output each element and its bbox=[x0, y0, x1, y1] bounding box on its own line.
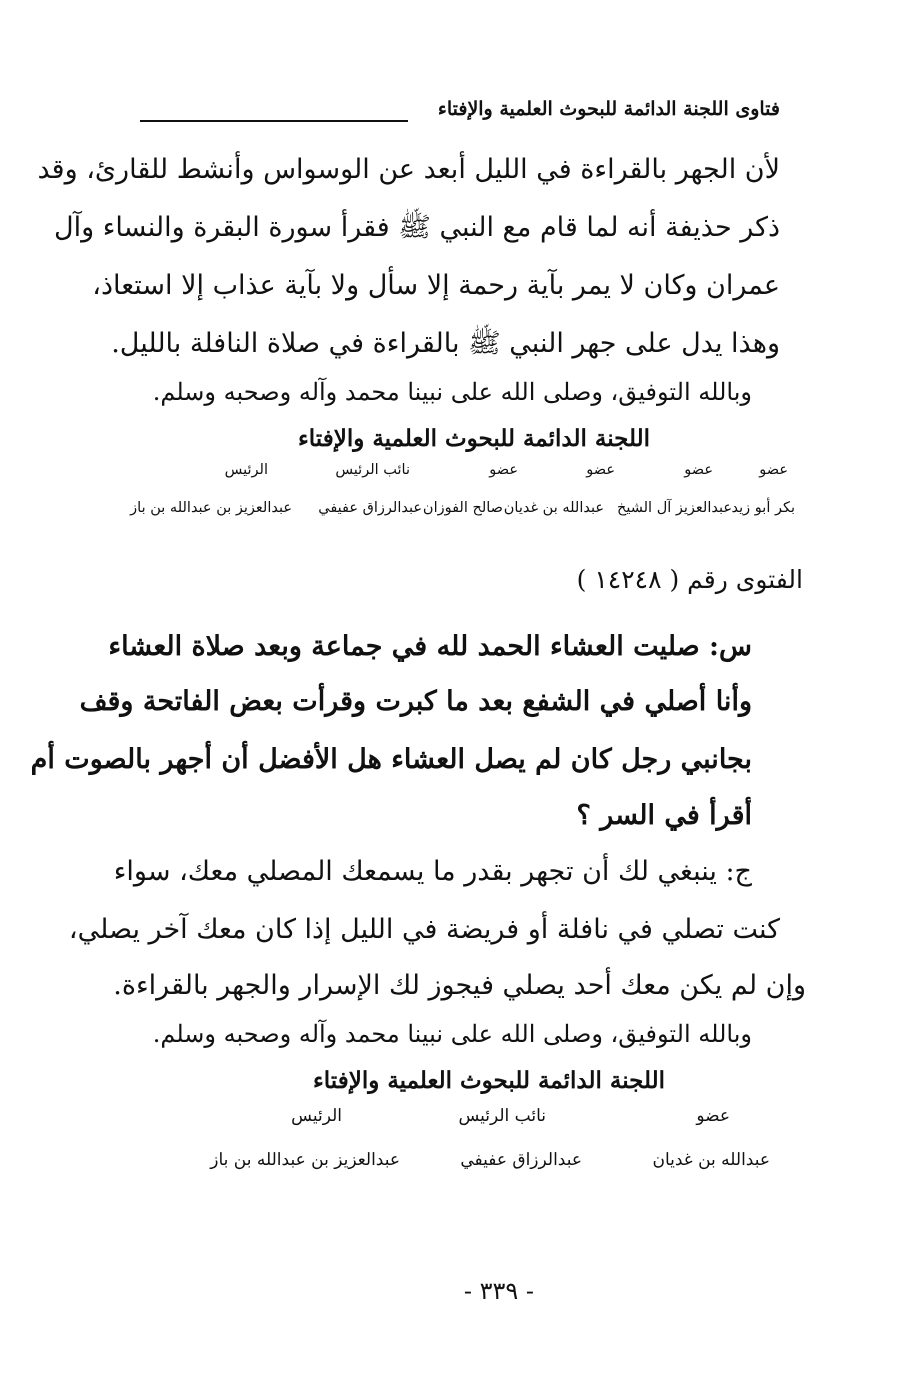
fatwa-number: الفتوى رقم ( ١٤٢٤٨ ) bbox=[576, 565, 803, 594]
member-name-5: عبدالرزاق عفيفي bbox=[318, 500, 422, 516]
answer2-line-2: كنت تصلي في نافلة أو فريضة في الليل إذا كان معك آخر يصلي، bbox=[68, 914, 780, 945]
question-line-1: س: صليت العشاء الحمد لله في جماعة وبعد صلاة العشاء bbox=[108, 631, 752, 662]
role-president-2: الرئيس bbox=[291, 1106, 342, 1126]
role-vice-president-2: نائب الرئيس bbox=[458, 1106, 546, 1126]
page-number: - ٣٣٩ - bbox=[463, 1277, 534, 1305]
role-president: الرئيس bbox=[224, 462, 268, 478]
answer-line-1: لأن الجهر بالقراءة في الليل أبعد عن الوسواس وأنشط للقارئ، وقد bbox=[37, 154, 780, 185]
running-header bbox=[140, 98, 780, 132]
header-title: فتاوى اللجنة الدائمة للبحوث العلمية والإفتاء bbox=[437, 98, 780, 120]
answer2-line-3: وإن لم يكن معك أحد يصلي فيجوز لك الإسرار والجهر بالقراءة. bbox=[113, 970, 806, 1001]
member-name-4: صالح الفوزان bbox=[422, 500, 503, 516]
header-rule bbox=[140, 120, 408, 122]
role-member-3: عضو bbox=[586, 462, 615, 478]
closing-prayer-2: وبالله التوفيق، وصلى الله على نبينا محمد وآله وصحبه وسلم. bbox=[152, 1020, 752, 1048]
role-member-2-1: عضو bbox=[696, 1106, 730, 1126]
member2-name-2: عبدالرزاق عفيفي bbox=[460, 1150, 582, 1170]
question-line-4: أقرأ في السر ؟ bbox=[576, 800, 752, 831]
question-line-3: بجانبي رجل كان لم يصل العشاء هل الأفضل أن أجهر بالصوت أم bbox=[30, 744, 752, 775]
closing-prayer: وبالله التوفيق، وصلى الله على نبينا محمد وآله وصحبه وسلم. bbox=[152, 378, 752, 406]
role-member-1: عضو bbox=[759, 462, 788, 478]
role-member-2: عضو bbox=[684, 462, 713, 478]
member-name-1: بكر أبو زيد bbox=[731, 500, 795, 516]
answer-line-3: عمران وكان لا يمر بآية رحمة إلا سأل ولا بآية عذاب إلا استعاذ، bbox=[92, 270, 780, 301]
member-name-6: عبدالعزيز بن عبدالله بن باز bbox=[130, 500, 292, 516]
committee-name-2: اللجنة الدائمة للبحوث العلمية والإفتاء bbox=[312, 1067, 665, 1094]
answer-line-4: وهذا يدل على جهر النبي ﷺ بالقراءة في صلاة النافلة بالليل. bbox=[111, 328, 780, 359]
role-member-4: عضو bbox=[489, 462, 518, 478]
question-line-2: وأنا أصلي في الشفع بعد ما كبرت وقرأت بعض الفاتحة وقف bbox=[79, 686, 752, 717]
member-name-3: عبدالله بن غديان bbox=[503, 500, 604, 516]
member2-name-3: عبدالعزيز بن عبدالله بن باز bbox=[210, 1150, 400, 1170]
member-name-2: عبدالعزيز آل الشيخ bbox=[616, 500, 732, 516]
answer2-line-1: ج: ينبغي لك أن تجهر بقدر ما يسمعك المصلي معك، سواء bbox=[113, 856, 752, 887]
role-vice-president: نائب الرئيس bbox=[335, 462, 410, 478]
answer-line-2: ذكر حذيفة أنه لما قام مع النبي ﷺ فقرأ سورة البقرة والنساء وآل bbox=[53, 212, 780, 243]
committee-name: اللجنة الدائمة للبحوث العلمية والإفتاء bbox=[297, 425, 650, 452]
member2-name-1: عبدالله بن غديان bbox=[652, 1150, 770, 1170]
